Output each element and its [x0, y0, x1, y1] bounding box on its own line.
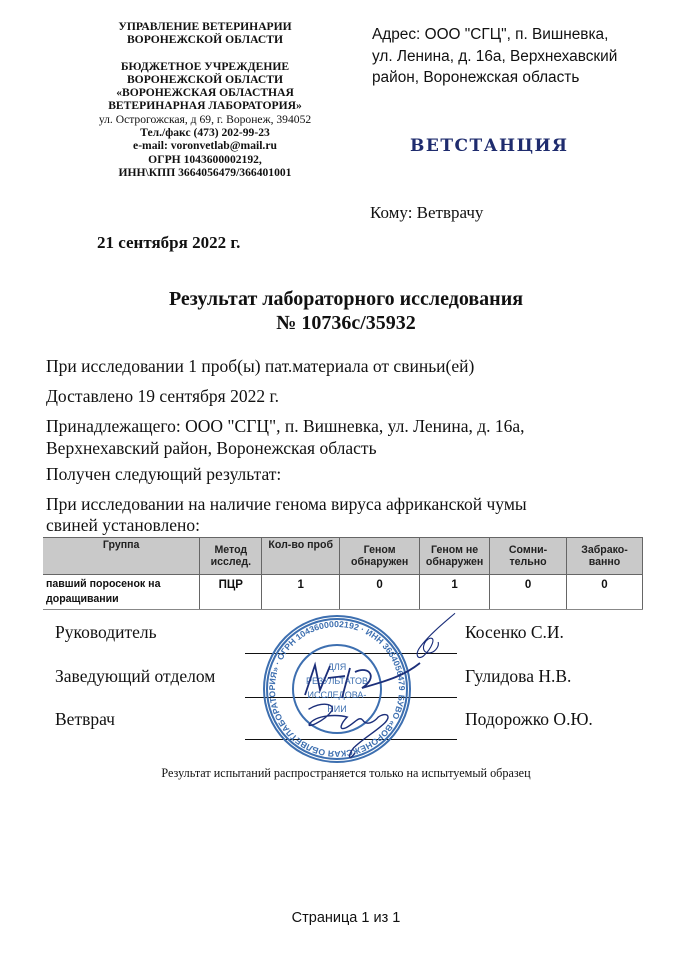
- org-line: ВЕТЕРИНАРНАЯ ЛАБОРАТОРИЯ»: [108, 99, 302, 113]
- body-line: При исследовании 1 проб(ы) пат.материала от свиньи(ей): [46, 356, 475, 376]
- column-header-rejected: [567, 538, 643, 575]
- org-line: «ВОРОНЕЖСКАЯ ОБЛАСТНАЯ: [116, 86, 294, 100]
- recipient-address-line: Адрес: ООО "СГЦ", п. Вишневка,: [372, 26, 609, 43]
- stamp-inner-line: НИИ: [327, 704, 347, 714]
- stamp-inner-line: ИССЛЕДОВА-: [307, 690, 367, 700]
- signature-line: [245, 653, 457, 654]
- header-text: исслед.: [210, 556, 252, 568]
- cell-samples: 1: [262, 575, 340, 610]
- footnote: Результат испытаний распространяется только на испытуемый образец: [161, 766, 531, 780]
- stamp-outer-text: БУВО «ВОРОНЕЖСКАЯ ОБЛВЕТЛАБОРАТОРИЯ» · ОГРН 1043600002192 · ИНН 3664056479: [266, 618, 408, 760]
- results-table: [43, 537, 643, 610]
- cell-rejected: 0: [567, 575, 643, 610]
- svg-text:БУВО «ВОРОНЕЖСКАЯ ОБЛВЕТЛАБОРА: [262, 614, 412, 764]
- header-text: обнаружен: [425, 556, 484, 568]
- cell-doubtful: 0: [490, 575, 567, 610]
- round-seal-stamp: [262, 614, 412, 764]
- cell-not-detected: 1: [420, 575, 490, 610]
- column-header-detected: [340, 538, 420, 575]
- header-text: ванно: [588, 556, 621, 568]
- header-text: тельно: [509, 556, 547, 568]
- header-text: Метод: [214, 543, 248, 556]
- body-line: Получен следующий результат:: [46, 464, 282, 484]
- document-date: 21 сентября 2022 г.: [97, 233, 241, 252]
- sender-address: ул. Острогожская, д 69, г. Воронеж, 394052: [98, 112, 312, 126]
- stamp-inner-line: РЕЗУЛЬТАТОВ: [305, 676, 369, 686]
- recipient-address: [372, 24, 692, 89]
- page-number: Страница 1 из 1: [291, 910, 401, 926]
- header-text: Группа: [102, 539, 140, 551]
- sender-email: e-mail: voronvetlab@mail.ru: [133, 139, 277, 153]
- column-header-method: [200, 538, 262, 575]
- signature-name: Гулидова Н.В.: [465, 666, 572, 686]
- signature-role: Ветврач: [55, 709, 115, 729]
- cell-group: [43, 575, 200, 610]
- station-stamp: ВЕТСТАНЦИЯ: [410, 136, 569, 156]
- body-line: Доставлено 19 сентября 2022 г.: [46, 386, 280, 406]
- cell-text: доращивании: [46, 593, 119, 605]
- cell-detected: 0: [340, 575, 420, 610]
- document-title: [0, 287, 692, 335]
- sender-inn-kpp: ИНН\КПП 3664056479/366401001: [118, 165, 292, 179]
- column-header-group: [43, 538, 200, 575]
- column-header-samples: [262, 538, 340, 575]
- body-line: При исследовании на наличие генома вируса африканской чумы: [46, 494, 527, 514]
- header-text: Геном не: [431, 543, 479, 556]
- column-header-doubtful: [490, 538, 567, 575]
- stamp-inner-line: ДЛЯ: [327, 662, 347, 672]
- authority-line: ВОРОНЕЖСКОЙ ОБЛАСТИ: [126, 33, 284, 47]
- column-header-not-detected: [420, 538, 490, 575]
- recipient-to: Кому: Ветврачу: [370, 203, 484, 222]
- signature-kosenko: [395, 612, 465, 662]
- org-line: ВОРОНЕЖСКОЙ ОБЛАСТИ: [126, 72, 284, 86]
- recipient-address-line: район, Воронежская область: [372, 69, 580, 86]
- header-text: обнаружен: [350, 556, 409, 568]
- recipient-address-line: ул. Ленина, д. 16а, Верхнехавский: [372, 47, 618, 65]
- cell-method: ПЦР: [200, 575, 262, 610]
- signature-name: Косенко С.И.: [465, 622, 564, 642]
- spacer: [60, 47, 350, 60]
- table-header-row: [43, 538, 643, 575]
- document-number: № 10736с/35932: [276, 312, 416, 334]
- header-text: Кол-во проб: [268, 539, 334, 551]
- signature-name: Подорожко О.Ю.: [465, 709, 593, 729]
- sender-header: [60, 20, 350, 179]
- signature-role: Руководитель: [55, 622, 157, 642]
- body-line: Принадлежащего: ООО "СГЦ", п. Вишневка, ул. Ленина, д. 16а,: [46, 416, 525, 436]
- signature-line: [245, 739, 457, 740]
- cell-text: павший поросенок на: [46, 578, 161, 590]
- header-text: Геном: [363, 543, 396, 556]
- signature-line: [245, 697, 457, 698]
- signature-podorozhko: [285, 700, 425, 762]
- header-text: Сомни-: [508, 543, 548, 556]
- sender-phone: Тел./факс (473) 202-99-23: [140, 126, 270, 140]
- body-line: Верхнехавский район, Воронежская область: [46, 438, 377, 458]
- header-text: Забрако-: [581, 543, 628, 556]
- body-line: свиней установлено:: [46, 515, 201, 535]
- title-line: Результат лабораторного исследования: [168, 288, 524, 310]
- authority-line: УПРАВЛЕНИЕ ВЕТЕРИНАРИИ: [118, 20, 292, 33]
- org-line: БЮДЖЕТНОЕ УЧРЕЖДЕНИЕ: [120, 59, 290, 73]
- signature-role: Заведующий отделом: [55, 666, 216, 686]
- signature-gulidova: [300, 660, 430, 705]
- table-row: [43, 575, 643, 610]
- sender-ogrn: ОГРН 1043600002192,: [148, 152, 262, 166]
